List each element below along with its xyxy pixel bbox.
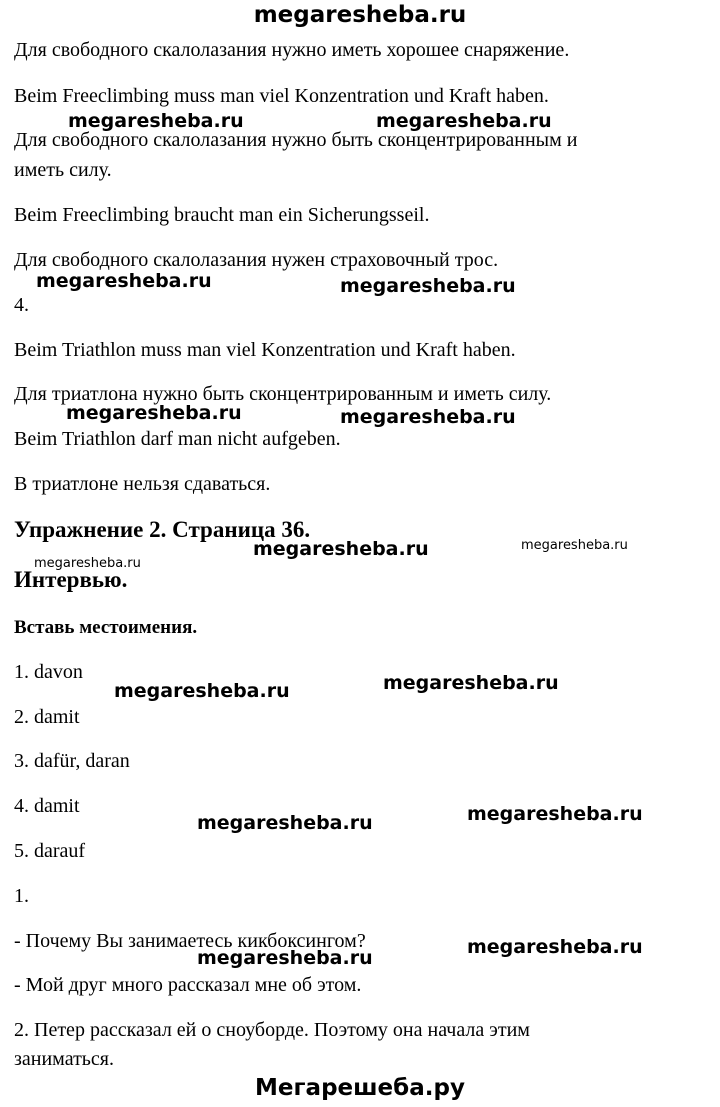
- answer-line: 3. dafür, daran: [14, 750, 130, 772]
- dialogue-line: - Почему Вы занимаетесь кикбоксингом?: [14, 930, 366, 952]
- text-line: 4.: [14, 294, 29, 316]
- watermark: megaresheba.ru: [376, 110, 552, 132]
- watermark: megaresheba.ru: [68, 110, 244, 132]
- text-line: Beim Triathlon darf man nicht aufgeben.: [14, 428, 341, 450]
- answer-line: 1. davon: [14, 661, 83, 683]
- text-line: иметь силу.: [14, 159, 112, 181]
- dialogue-line: заниматься.: [14, 1048, 114, 1070]
- site-header: megaresheba.ru: [253, 2, 467, 28]
- text-line: Для свободного скалолазания нужен страховочный трос.: [14, 249, 499, 271]
- watermark: megaresheba.ru: [340, 275, 516, 297]
- exercise-subtitle: Интервью.: [14, 567, 128, 592]
- watermark: megaresheba.ru: [66, 402, 242, 424]
- answer-line: 4. damit: [14, 795, 80, 817]
- watermark: megaresheba.ru: [521, 538, 628, 553]
- watermark: megaresheba.ru: [197, 947, 373, 969]
- watermark: megaresheba.ru: [253, 538, 429, 560]
- site-footer: Мегарешеба.ру: [255, 1075, 465, 1101]
- text-line: Beim Freeclimbing muss man viel Konzentration und Kraft haben.: [14, 85, 549, 107]
- exercise-title: Упражнение 2. Страница 36.: [14, 517, 311, 542]
- answer-line: 1.: [14, 885, 29, 907]
- exercise-task: Вставь местоимения.: [14, 617, 198, 638]
- answer-line: 2. damit: [14, 706, 80, 728]
- answer-line: 5. darauf: [14, 840, 86, 862]
- text-line: В триатлоне нельзя сдаваться.: [14, 473, 271, 495]
- watermark: megaresheba.ru: [340, 406, 516, 428]
- dialogue-line: - Мой друг много рассказал мне об этом.: [14, 974, 362, 996]
- text-line: Для триатлона нужно быть сконцентрированным и иметь силу.: [14, 383, 552, 405]
- dialogue-line: 2. Петер рассказал ей о сноуборде. Поэтому она начала этим: [14, 1019, 530, 1041]
- text-line: Beim Freeclimbing braucht man ein Sicherungsseil.: [14, 204, 430, 226]
- text-line: Beim Triathlon muss man viel Konzentration und Kraft haben.: [14, 339, 516, 361]
- watermark: megaresheba.ru: [34, 556, 141, 571]
- watermark: megaresheba.ru: [467, 936, 643, 958]
- watermark: megaresheba.ru: [467, 803, 643, 825]
- watermark: megaresheba.ru: [383, 672, 559, 694]
- text-line: Для свободного скалолазания нужно быть сконцентрированным и: [14, 129, 578, 151]
- watermark: megaresheba.ru: [36, 270, 212, 292]
- watermark: megaresheba.ru: [197, 812, 373, 834]
- watermark: megaresheba.ru: [114, 680, 290, 702]
- text-line: Для свободного скалолазания нужно иметь хорошее снаряжение.: [14, 39, 570, 61]
